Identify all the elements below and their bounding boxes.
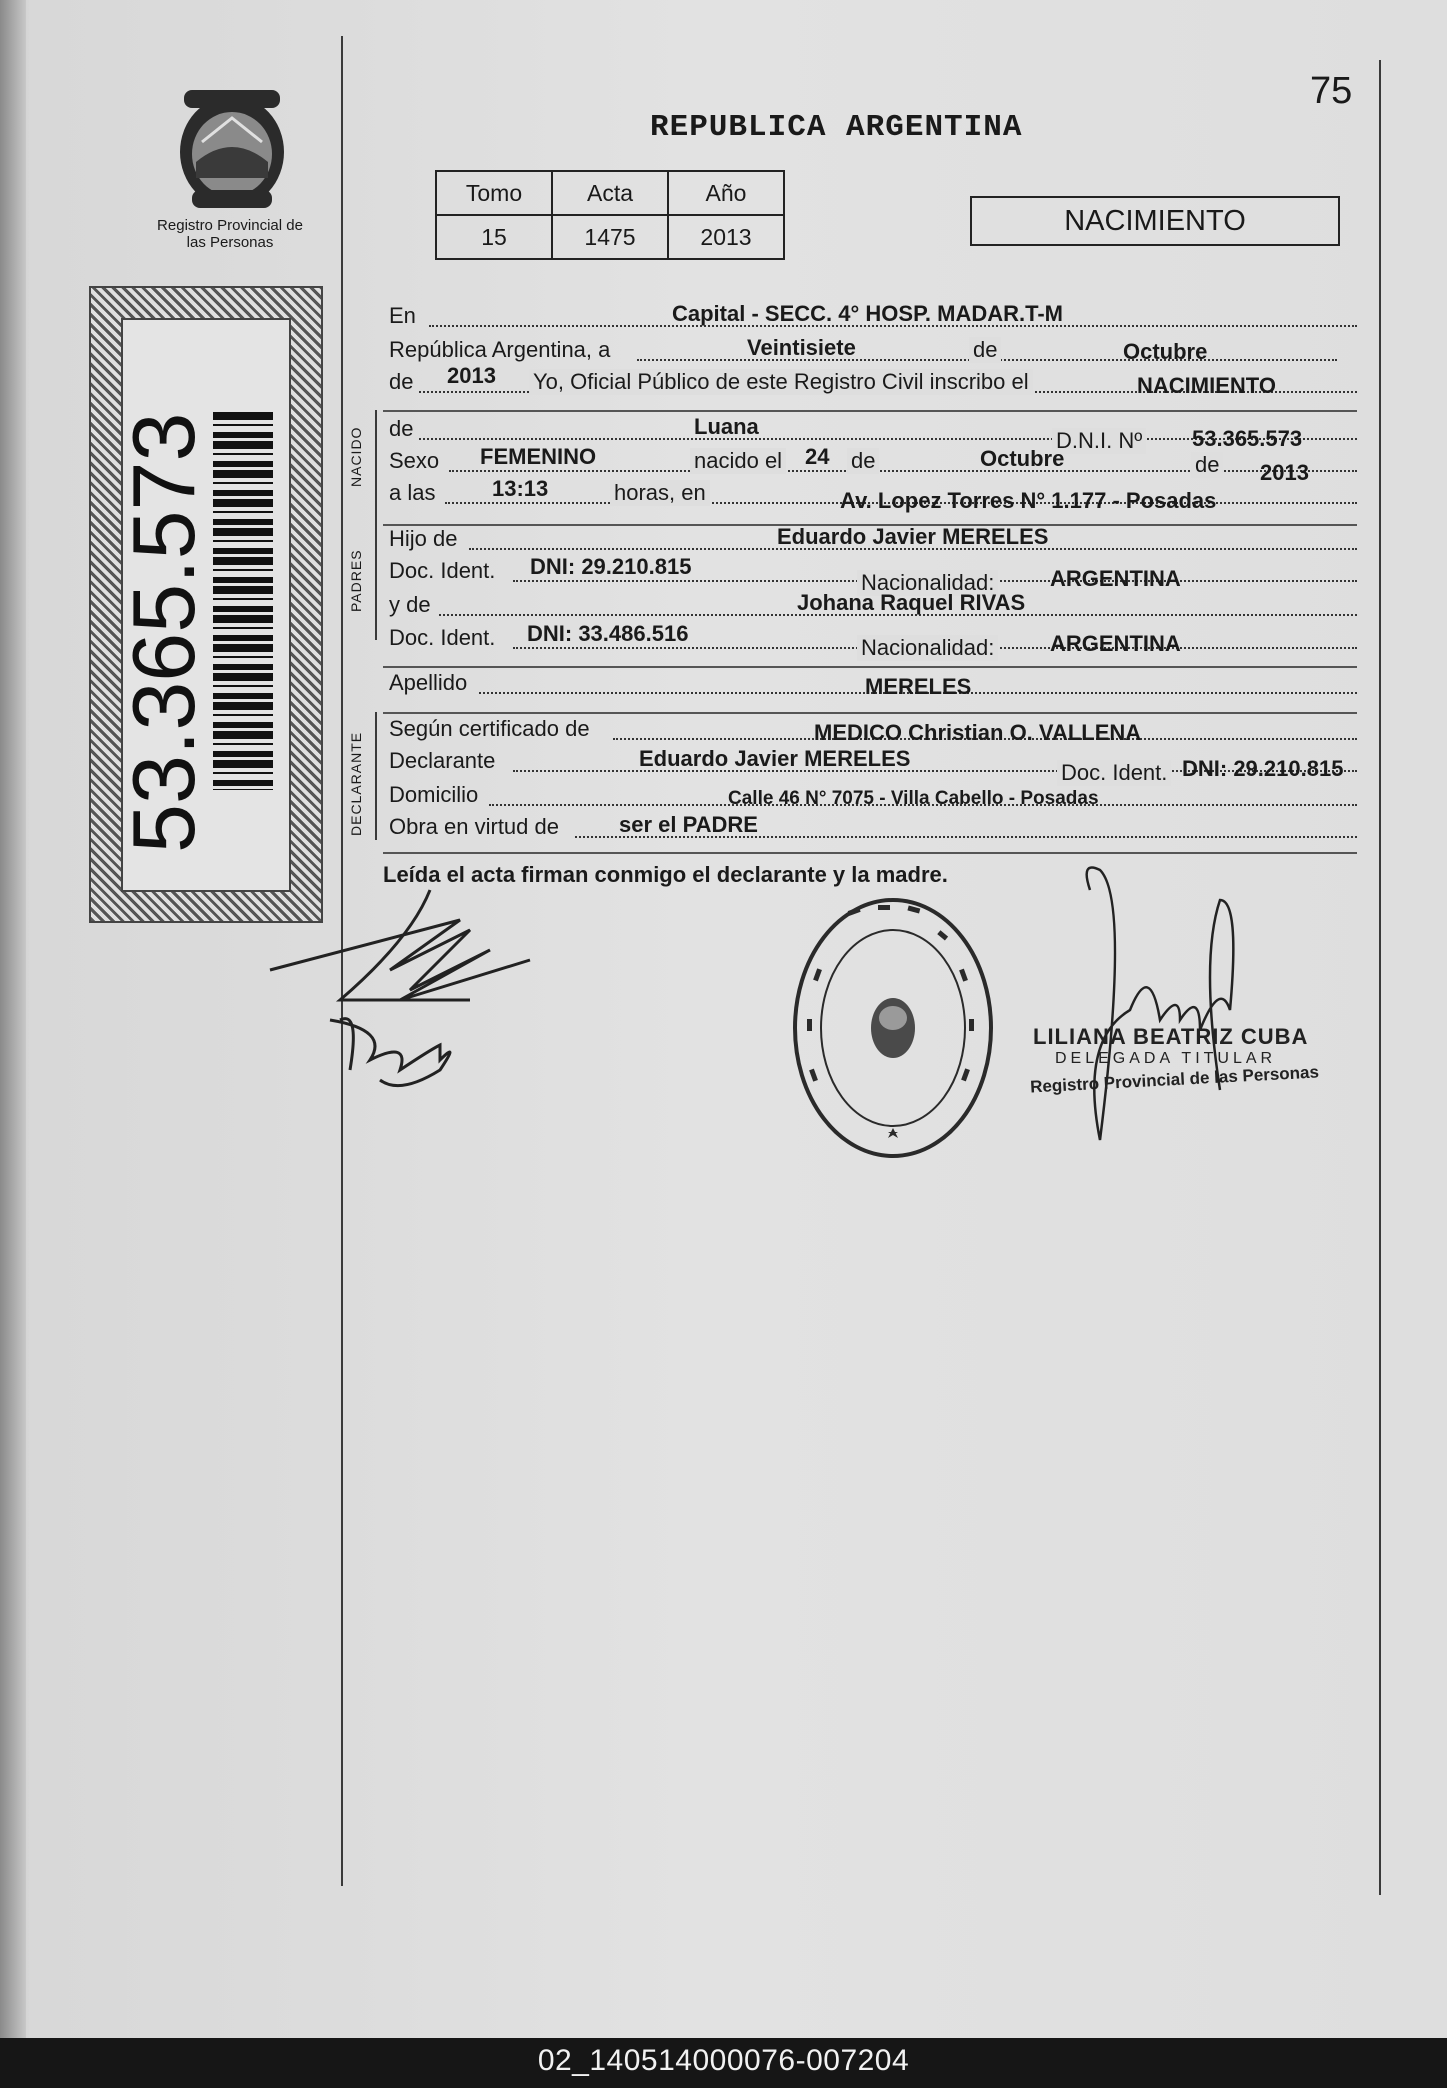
section-separator <box>383 666 1357 668</box>
form-row-padre-doc <box>387 554 1357 595</box>
field-label: y de <box>389 592 431 617</box>
field-value: FEMENINO <box>480 444 597 469</box>
mother-signature <box>1070 860 1250 1160</box>
document-title: REPUBLICA ARGENTINA <box>650 110 1023 145</box>
field-label: Apellido <box>389 670 468 695</box>
logo-caption: Registro Provincial de las Personas <box>157 217 303 251</box>
section-separator <box>383 852 1357 854</box>
field-value: Veintisiete <box>747 335 856 360</box>
declarant-signature <box>260 870 550 1100</box>
scan-identifier: 02_140514000076-007204 <box>537 2044 910 2077</box>
field-value: Calle 46 N° 7075 - Villa Cabello - Posadas <box>728 788 1099 809</box>
field-label: Doc. Ident. <box>389 625 496 650</box>
record-type-box: NACIMIENTO <box>970 196 1340 246</box>
province-emblem <box>162 82 302 214</box>
section-divider-line <box>375 712 377 840</box>
field-value: Capital - SECC. 4° HOSP. MADAR.T-M <box>672 301 1063 326</box>
right-margin-line <box>1379 60 1381 1895</box>
field-label: D.N.I. Nº <box>1052 428 1146 454</box>
form-row-declarante <box>387 746 1357 785</box>
field-value: MERELES <box>865 674 972 699</box>
official-role: DELEGADA TITULAR <box>1055 1050 1277 1067</box>
field-label: Yo, Oficial Público de este Registro Civil inscribo el <box>529 369 1033 395</box>
table-header: Año <box>668 171 784 215</box>
table-cell: 2013 <box>668 215 784 259</box>
field-value: 13:13 <box>492 476 549 501</box>
field-label: En <box>389 303 416 328</box>
barcode-number: 53.365.573 <box>114 412 213 853</box>
official-organization: Registro Provincial de las Personas <box>1029 1062 1320 1097</box>
table-cell: 1475 <box>552 215 668 259</box>
field-value: Octubre <box>1123 339 1208 364</box>
field-label: Hijo de <box>389 526 458 551</box>
section-separator <box>383 410 1357 412</box>
official-seal <box>788 893 998 1163</box>
closing-statement: Leída el acta firman conmigo el declarante y la madre. <box>383 862 948 887</box>
field-label: de <box>847 448 879 474</box>
form-row-lugar <box>387 303 1357 337</box>
field-label: Nacionalidad: <box>857 570 998 596</box>
field-value: DNI: 29.210.815 <box>1182 756 1344 781</box>
field-value: DNI: 33.486.516 <box>527 621 689 646</box>
field-value: Johana Raquel RIVAS <box>797 590 1026 615</box>
field-value: ARGENTINA <box>1050 631 1181 656</box>
form-row-apellido <box>387 670 1357 704</box>
form-row-certificado <box>387 716 1357 750</box>
field-value: ser el PADRE <box>619 812 758 837</box>
table-header: Acta <box>552 171 668 215</box>
field-value: 2013 <box>1260 460 1309 485</box>
page-edge-shadow <box>0 0 26 2038</box>
field-value: ARGENTINA <box>1050 566 1181 591</box>
field-value: Octubre <box>980 446 1065 471</box>
field-label: de <box>389 416 414 441</box>
section-label-declarante: DECLARANTE <box>348 731 364 836</box>
field-label: nacido el <box>690 448 786 474</box>
field-label: Doc. Ident. <box>1057 760 1171 786</box>
field-value: 24 <box>805 444 830 469</box>
table-header: Tomo <box>436 171 552 215</box>
page-number: 75 <box>1310 70 1353 112</box>
field-label: de <box>389 369 414 394</box>
field-label: Declarante <box>389 748 496 773</box>
official-name: LILIANA BEATRIZ CUBA <box>1033 1024 1309 1049</box>
field-label: Nacionalidad: <box>857 635 998 661</box>
form-row-obra <box>387 814 1357 848</box>
field-label: Obra en virtud de <box>389 814 559 839</box>
field-value: NACIMIENTO <box>1137 373 1276 398</box>
form-row-domicilio <box>387 782 1357 816</box>
field-label: República Argentina, a <box>389 337 611 362</box>
field-label: Según certificado de <box>389 716 590 741</box>
field-value: DNI: 29.210.815 <box>530 554 692 579</box>
field-label: horas, en <box>610 480 710 506</box>
field-value: 2013 <box>447 363 496 388</box>
section-label-padres: PADRES <box>348 549 364 612</box>
form-row-acto <box>387 363 1357 403</box>
field-label: Domicilio <box>389 782 479 807</box>
section-separator <box>383 712 1357 714</box>
section-label-nacido: NACIDO <box>348 426 364 487</box>
field-label: a las <box>389 480 436 505</box>
field-value: Eduardo Javier MERELES <box>639 746 911 771</box>
barcode-bars <box>213 412 273 790</box>
field-value: Av. Lopez Torres N° 1.177 - Posadas <box>840 488 1217 513</box>
table-cell: 15 <box>436 215 552 259</box>
field-value: Luana <box>694 414 759 439</box>
form-row-fecha <box>387 337 1357 371</box>
record-reference-table <box>435 170 785 260</box>
field-label: de <box>969 337 1001 363</box>
form-row-hora <box>387 476 1357 514</box>
field-value: 53.365.573 <box>1192 426 1303 451</box>
form-row-madre-doc <box>387 621 1357 660</box>
field-label: Sexo <box>389 448 440 473</box>
field-label: Doc. Ident. <box>389 558 496 583</box>
field-value: MEDICO Christian O. VALLENA <box>814 720 1142 745</box>
field-value: Eduardo Javier MERELES <box>777 524 1049 549</box>
field-label: de <box>1191 452 1223 478</box>
section-divider-line <box>375 410 377 640</box>
